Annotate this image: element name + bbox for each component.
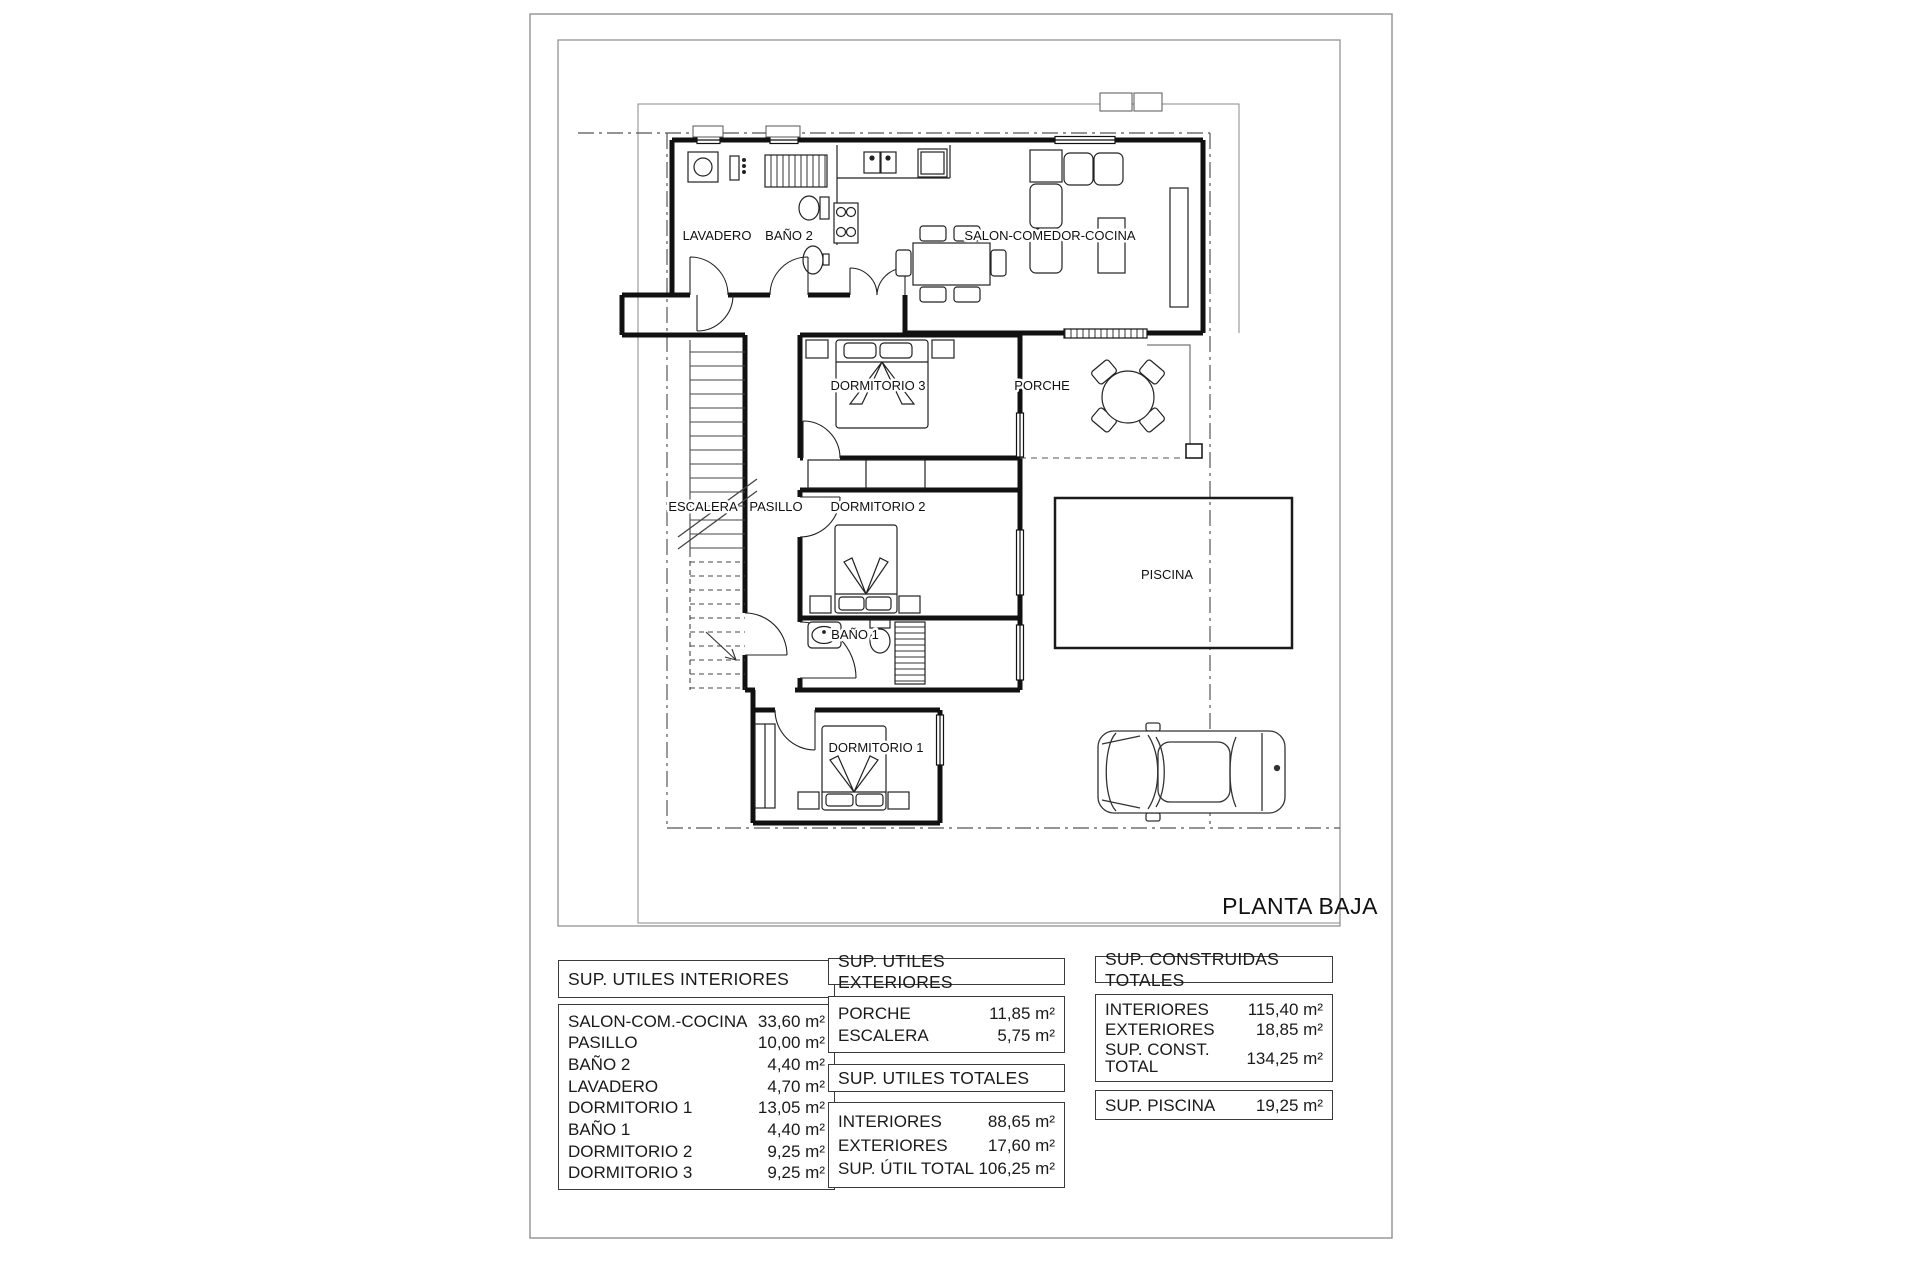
room-label-salon: SALON-COMEDOR-COCINA bbox=[964, 228, 1136, 243]
row-label: DORMITORIO 3 bbox=[568, 1163, 693, 1183]
row-value: 17,60 m² bbox=[987, 1135, 1055, 1155]
room-label-piscina: PISCINA bbox=[1140, 567, 1194, 582]
table-row bbox=[568, 1034, 825, 1051]
table-row bbox=[1105, 1097, 1323, 1114]
room-label-bano2: BAÑO 2 bbox=[765, 228, 813, 243]
room-label-dormitorio3: DORMITORIO 3 bbox=[830, 378, 926, 393]
row-label: LAVADERO bbox=[568, 1076, 659, 1096]
table-row bbox=[568, 1078, 825, 1095]
bano2-fixtures bbox=[765, 155, 829, 274]
row-value: 9,25 m² bbox=[767, 1163, 825, 1183]
table-row bbox=[1105, 1001, 1323, 1018]
table-row bbox=[568, 1056, 825, 1073]
table-title-exteriores: SUP. UTILES EXTERIORES bbox=[828, 958, 1065, 985]
dormitorio2-furniture bbox=[810, 525, 920, 613]
car-top-view bbox=[1098, 723, 1285, 821]
room-label-porche: PORCHE bbox=[1014, 378, 1070, 393]
table-row bbox=[568, 1164, 825, 1181]
row-label: DORMITORIO 1 bbox=[568, 1098, 693, 1118]
table-piscina bbox=[1095, 1090, 1333, 1120]
lavadero-fixtures bbox=[688, 152, 745, 182]
table-interiores bbox=[558, 1004, 835, 1190]
plan-title: PLANTA BAJA bbox=[1222, 893, 1378, 919]
table-construidas bbox=[1095, 994, 1333, 1082]
room-label-dormitorio2: DORMITORIO 2 bbox=[830, 499, 926, 514]
row-label: EXTERIORES bbox=[838, 1135, 948, 1155]
row-label: SUP. ÚTIL TOTAL bbox=[838, 1159, 975, 1179]
row-value: 4,40 m² bbox=[767, 1119, 825, 1139]
room-label-dormitorio1: DORMITORIO 1 bbox=[828, 740, 924, 755]
row-value: 4,70 m² bbox=[767, 1076, 825, 1096]
table-row bbox=[838, 1137, 1055, 1154]
outdoor-units bbox=[1100, 93, 1162, 111]
row-label: PORCHE bbox=[838, 1004, 911, 1023]
table-row bbox=[568, 1013, 825, 1030]
row-value: 13,05 m² bbox=[757, 1098, 825, 1118]
table-row bbox=[838, 1160, 1055, 1177]
row-value: 10,00 m² bbox=[757, 1033, 825, 1053]
dormitorio1-furniture bbox=[755, 724, 909, 810]
row-label: BAÑO 2 bbox=[568, 1054, 631, 1074]
row-value: 18,85 m² bbox=[1255, 1020, 1323, 1039]
row-value: 88,65 m² bbox=[987, 1111, 1055, 1131]
table-title-construidas: SUP. CONSTRUIDAS TOTALES bbox=[1095, 956, 1333, 983]
row-label: SUP. PISCINA bbox=[1105, 1095, 1216, 1115]
row-label: INTERIORES bbox=[1105, 1000, 1209, 1019]
row-value: 134,25 m² bbox=[1246, 1048, 1323, 1068]
table-row bbox=[568, 1099, 825, 1116]
row-value: 19,25 m² bbox=[1255, 1095, 1323, 1115]
row-value: 9,25 m² bbox=[767, 1141, 825, 1161]
row-label: BAÑO 1 bbox=[568, 1119, 631, 1139]
row-value: 11,85 m² bbox=[989, 1004, 1055, 1023]
room-label-lavadero: LAVADERO bbox=[682, 228, 752, 243]
row-value: 115,40 m² bbox=[1247, 1000, 1323, 1019]
sliding-glass-door bbox=[1064, 329, 1147, 338]
row-value: 106,25 m² bbox=[978, 1159, 1055, 1179]
row-value: 33,60 m² bbox=[757, 1011, 825, 1031]
row-value: 5,75 m² bbox=[997, 1026, 1055, 1045]
row-label: ESCALERA bbox=[838, 1026, 929, 1045]
row-label: INTERIORES bbox=[838, 1111, 942, 1131]
row-label: DORMITORIO 2 bbox=[568, 1141, 693, 1161]
row-label: PASILLO bbox=[568, 1033, 638, 1053]
table-row bbox=[568, 1121, 825, 1138]
table-title-interiores: SUP. UTILES INTERIORES bbox=[558, 960, 835, 998]
porch-table-set bbox=[1090, 359, 1165, 433]
room-label-pasillo: PASILLO bbox=[749, 499, 803, 514]
table-utiles-totales bbox=[828, 1102, 1065, 1188]
table-row bbox=[1105, 1021, 1323, 1038]
table-row bbox=[838, 1005, 1055, 1022]
table-row bbox=[838, 1113, 1055, 1130]
table-row bbox=[838, 1027, 1055, 1044]
row-value: 4,40 m² bbox=[767, 1054, 825, 1074]
room-label-escalera: ESCALERA bbox=[668, 499, 738, 514]
row-label: SUP. CONST. TOTAL bbox=[1105, 1040, 1210, 1076]
table-title-utiles-totales: SUP. UTILES TOTALES bbox=[828, 1064, 1065, 1092]
table-exteriores bbox=[828, 996, 1065, 1053]
room-label-bano1: BAÑO 1 bbox=[831, 627, 879, 642]
row-label: EXTERIORES bbox=[1105, 1020, 1215, 1039]
hall-closet bbox=[808, 460, 925, 488]
row-label: SALON-COM.-COCINA bbox=[568, 1011, 748, 1031]
table-row bbox=[1105, 1041, 1323, 1075]
table-row bbox=[568, 1143, 825, 1160]
